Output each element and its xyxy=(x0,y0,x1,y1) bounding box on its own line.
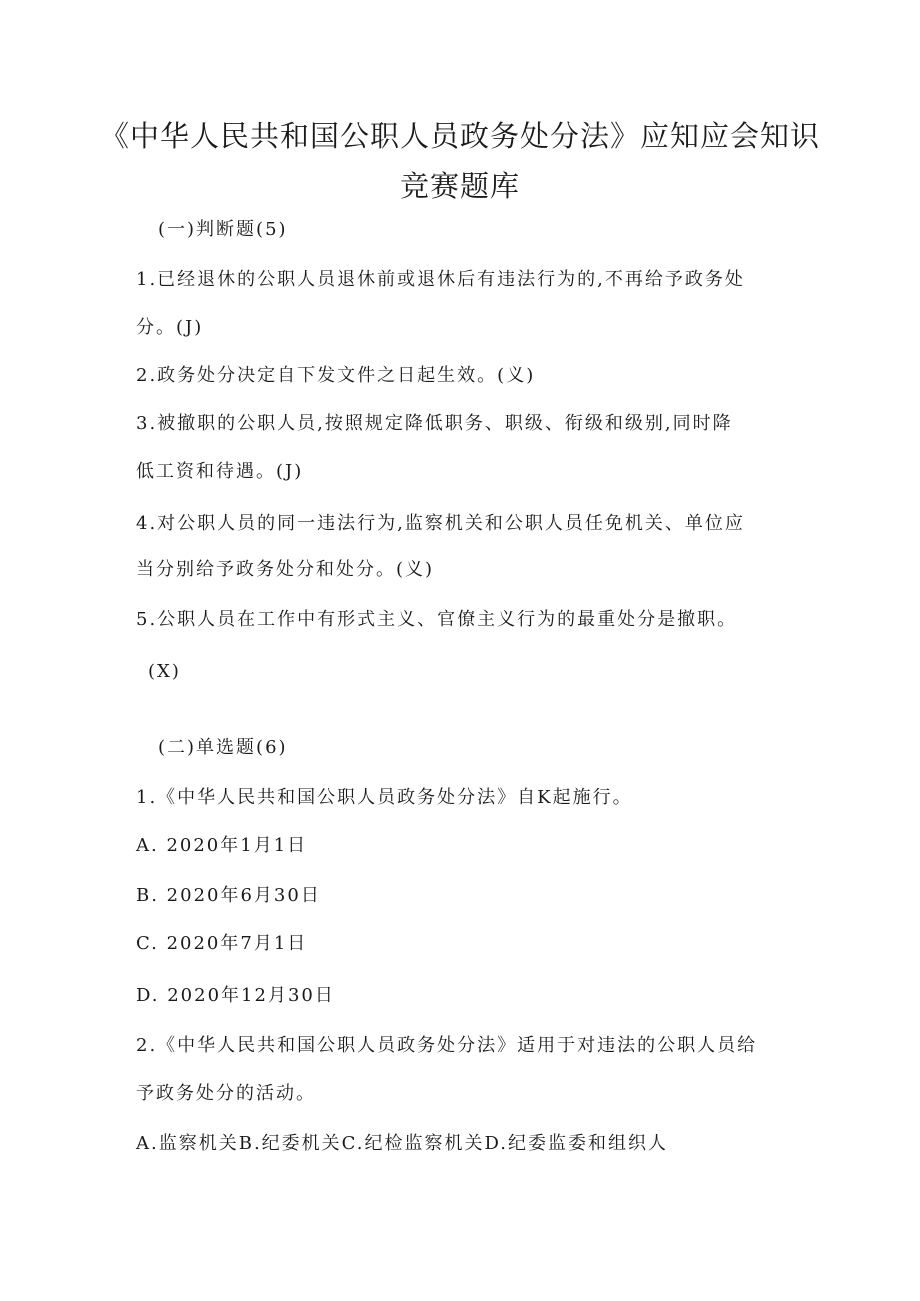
section-heading-single-choice: (二)单选题(6) xyxy=(158,737,288,758)
tf-question-3-line-2: 低工资和待遇。(J) xyxy=(136,461,304,482)
tf-question-2: 2.政务处分决定自下发文件之日起生效。(义) xyxy=(136,365,536,386)
tf-question-1-line-1: 1.已经退休的公职人员退休前或退休后有违法行为的,不再给予政务处 xyxy=(136,269,745,290)
sc-question-2-line-1: 2.《中华人民共和国公职人员政务处分法》适用于对违法的公职人员给 xyxy=(136,1035,758,1056)
sc-question-2-options: A.监察机关B.纪委机关C.纪检监察机关D.纪委监委和组织人 xyxy=(136,1133,669,1154)
tf-question-5-line-2: (X) xyxy=(148,661,181,682)
tf-question-4-line-2: 当分别给予政务处分和处分。(义) xyxy=(136,559,435,580)
tf-question-4-line-1: 4.对公职人员的同一违法行为,监察机关和公职人员任免机关、单位应 xyxy=(136,513,745,534)
document-title-line-1: 《中华人民共和国公职人员政务处分法》应知应会知识 xyxy=(99,119,820,153)
sc-question-1: 1.《中华人民共和国公职人员政务处分法》自K起施行。 xyxy=(136,787,633,808)
sc-question-1-option-a: A. 2020年1月1日 xyxy=(136,835,308,856)
document-title-line-2: 竞赛题库 xyxy=(399,169,520,203)
section-heading-true-false: (一)判断题(5) xyxy=(158,219,288,240)
sc-question-1-option-b: B. 2020年6月30日 xyxy=(136,885,321,906)
tf-question-1-line-2: 分。(J) xyxy=(136,317,204,338)
sc-question-2-line-2: 予政务处分的活动。 xyxy=(136,1083,316,1104)
sc-question-1-option-c: C. 2020年7月1日 xyxy=(136,933,308,954)
sc-question-1-option-d: D. 2020年12月30日 xyxy=(136,985,335,1006)
tf-question-3-line-1: 3.被撤职的公职人员,按照规定降低职务、职级、衔级和级别,同时降 xyxy=(136,413,733,434)
tf-question-5-line-1: 5.公职人员在工作中有形式主义、官僚主义行为的最重处分是撤职。 xyxy=(136,609,738,630)
